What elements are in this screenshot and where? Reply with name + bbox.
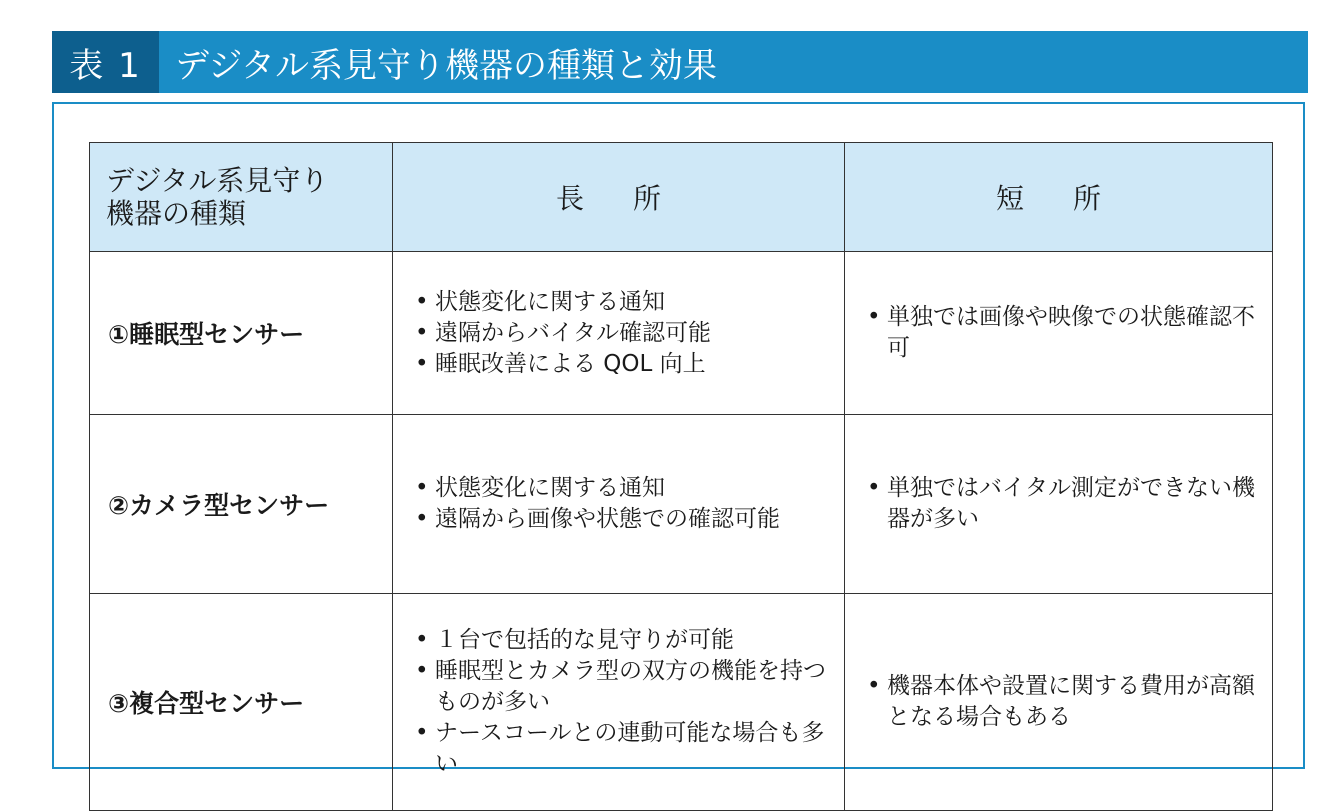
header-device-type-line2: 機器の種類 [106,197,247,230]
list-item: • 睡眠改善による QOL 向上 [413,349,830,380]
list-item: • １台で包括的な見守りが可能 [413,625,830,656]
list-item: • 遠隔から画像や状態での確認可能 [413,504,830,535]
list-item: • 状態変化に関する通知 [413,473,830,504]
table-title: デジタル系見守り機器の種類と効果 [175,45,717,86]
table-title-bar [52,31,1308,93]
header-row [90,143,1273,252]
list-item: • 機器本体や設置に関する費用が高額となる場合もある [865,671,1258,733]
cons-cell [845,252,1273,415]
pros-cell [393,415,845,594]
table-row [90,594,1273,811]
list-item: • 単独ではバイタル測定ができない機器が多い [865,473,1258,535]
pros-cell [393,594,845,811]
cons-cell [845,415,1273,594]
device-type-cell: ①睡眠型センサー [90,252,393,415]
list-item: • 状態変化に関する通知 [413,287,830,318]
list-item: • 睡眠型とカメラ型の双方の機能を持つものが多い [413,656,830,718]
cons-cell [845,594,1273,811]
list-item: • 遠隔からバイタル確認可能 [413,318,830,349]
device-type-cell: ③複合型センサー [90,594,393,811]
sensor-comparison-table [89,142,1273,811]
device-type-cell: ②カメラ型センサー [90,415,393,594]
list-item: • 単独では画像や映像での状態確認不可 [865,302,1258,364]
table-row [90,252,1273,415]
header-device-type [90,143,393,252]
table-number: 表 1 [52,31,159,93]
header-device-type-line1: デジタル系見守り [106,164,329,197]
header-cons: 短 所 [845,143,1273,252]
list-item: • ナースコールとの連動可能な場合も多い [413,718,830,780]
header-pros: 長 所 [393,143,845,252]
table-row [90,415,1273,594]
pros-cell [393,252,845,415]
